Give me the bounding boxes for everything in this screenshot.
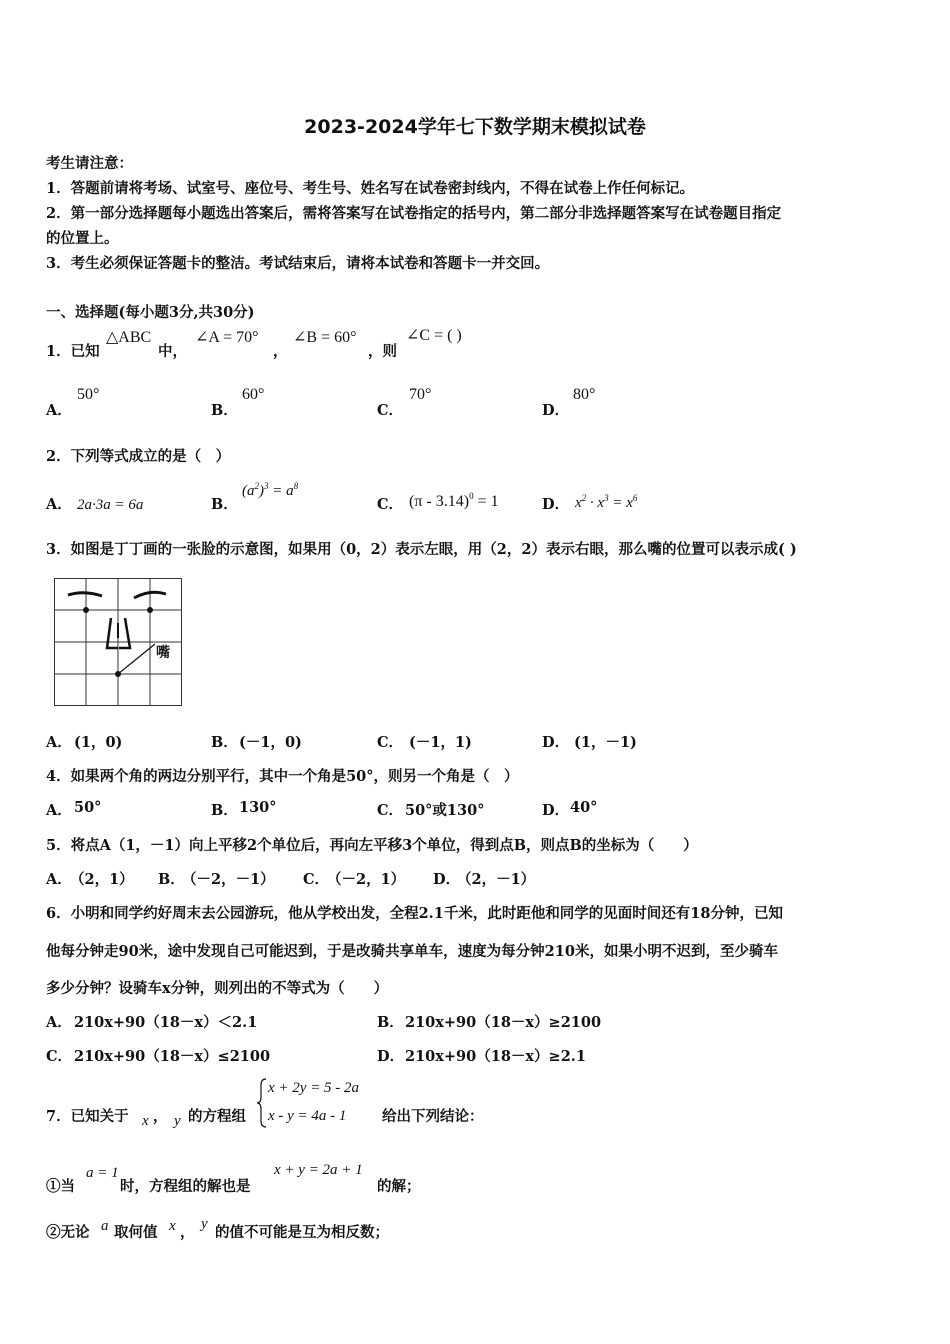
q6-option-c-value: 210x+90（18－x）≤2100	[74, 1048, 271, 1065]
q6-option-a-value: 210x+90（18－x）＜2.1	[74, 1014, 258, 1031]
q4-option-a-label: A．	[46, 802, 72, 819]
q2-option-c-label: C．	[377, 496, 404, 513]
q2-b-base: (a	[242, 483, 255, 499]
q1-angle-a: ∠A = 70°	[195, 329, 259, 346]
q6-option-b-value: 210x+90（18－x）≥2100	[405, 1014, 602, 1031]
q1-option-d-value: 80°	[573, 386, 596, 403]
q2-c-eq: = 1	[473, 493, 499, 510]
notice-item-1: 1．答题前请将考场、试室号、座位号、考生号、姓名写在试卷密封线内，不得在试卷上作任何标记。	[46, 180, 695, 197]
left-eye-dot	[83, 607, 89, 613]
q5-option-c-value: （－2，1）	[327, 871, 406, 888]
q1-option-a-label: A．	[46, 402, 72, 419]
q1-option-c-value: 70°	[409, 386, 432, 403]
q1-option-a-value: 50°	[77, 386, 100, 403]
notice-item-2: 2．第一部分选择题每小题选出答案后，需将答案写在试卷指定的括号内，第二部分非选择题答案写在试卷题目指定	[46, 205, 782, 222]
q5-option-d-value: （2，－1）	[457, 871, 536, 888]
q7-c2-suffix: 的值不可能是互为相反数；	[215, 1224, 389, 1241]
q2-option-b-value	[242, 483, 298, 500]
q7-var-x: x	[142, 1113, 149, 1129]
q2-d-exp1: 2	[581, 493, 587, 503]
q1-prefix: 1．已知	[46, 343, 100, 360]
q3-option-d-value: (1，－1)	[574, 734, 637, 751]
nose-right	[119, 618, 130, 648]
q7-eq1: x + 2y = 5 - 2a	[268, 1080, 360, 1096]
q2-option-d-value	[575, 495, 637, 512]
q3-option-d-label: D．	[542, 734, 570, 751]
page-title: 2023-2024学年七下数学期末模拟试卷	[304, 116, 646, 138]
q1-triangle: △ABC	[106, 329, 152, 346]
q7-mid: 的方程组	[188, 1108, 246, 1125]
q7-sep: ，	[153, 1108, 168, 1125]
mouth-label: 嘴	[156, 645, 170, 661]
q5-option-c-label: C．	[303, 871, 330, 888]
q7-c2-mid: 取何值	[114, 1224, 158, 1241]
q2-stem: 2．下列等式成立的是（ ）	[46, 448, 231, 465]
q4-option-a-value: 50°	[74, 799, 102, 816]
q1-option-b-value: 60°	[242, 386, 265, 403]
q5-option-b-label: B．	[158, 871, 185, 888]
q1-angle-c: ∠C = ( )	[406, 327, 462, 344]
q1-option-d-label: D．	[542, 402, 570, 419]
q2-d-a: x	[575, 495, 582, 511]
q4-option-d-label: D．	[542, 802, 570, 819]
q7-c2-sep: ，	[180, 1224, 195, 1241]
q7-eq2: x - y = 4a - 1	[268, 1108, 347, 1124]
q2-b-eq: = a	[268, 483, 294, 499]
q2-d-b: · x	[586, 495, 605, 511]
q7-c1-mid: 时，方程组的解也是	[120, 1178, 251, 1195]
q7-var-y: y	[174, 1113, 181, 1129]
q1-then: ，则	[368, 343, 397, 360]
q6-option-d-value: 210x+90（18－x）≥2.1	[405, 1048, 586, 1065]
q3-option-a-label: A．	[46, 734, 72, 751]
q5-option-a-label: A．	[46, 871, 72, 888]
q3-option-b-value: (－1，0)	[239, 734, 302, 751]
right-eye-dot	[147, 607, 153, 613]
q6-option-d-label: D．	[377, 1048, 405, 1065]
q1-option-c-label: C．	[377, 402, 404, 419]
q3-option-a-value: (1，0)	[74, 734, 123, 751]
section-heading: 一、选择题(每小题3分,共30分)	[46, 304, 255, 321]
q1-option-b-label: B．	[211, 402, 238, 419]
q2-option-b-label: B．	[211, 496, 238, 513]
q4-option-d-value: 40°	[570, 799, 598, 816]
left-eyebrow	[68, 593, 102, 596]
q4-option-c-value: 50°或130°	[405, 802, 485, 819]
q1-angle-b: ∠B = 60°	[293, 329, 357, 346]
q7-c1-cond: a = 1	[86, 1165, 119, 1181]
q5-option-d-label: D．	[433, 871, 461, 888]
nose-left	[107, 618, 118, 648]
notice-item-3: 3．考生必须保证答题卡的整洁。考试结束后，请将本试卷和答题卡一并交回。	[46, 255, 550, 272]
q7-c2-prefix: ②无论	[46, 1224, 90, 1241]
q6-line-1: 6．小明和同学约好周末去公园游玩，他从学校出发，全程2.1千米，此时距他和同学的见面时间还有18分钟，已知	[46, 905, 783, 922]
q4-option-b-label: B．	[211, 802, 238, 819]
q7-c1-suffix: 的解；	[377, 1178, 421, 1195]
q3-option-c-label: C．	[377, 734, 404, 751]
q2-option-c-value	[409, 493, 499, 511]
q2-b-mid: )	[259, 483, 264, 499]
q2-option-d-label: D．	[542, 496, 570, 513]
q4-option-c-label: C．	[377, 802, 404, 819]
q2-c-base: (π - 3.14)	[409, 493, 470, 510]
q2-b-exp3: 8	[293, 481, 299, 491]
q7-c1-prefix: ①当	[46, 1178, 75, 1195]
q6-option-c-label: C．	[46, 1048, 73, 1065]
q7-brace-path	[257, 1079, 266, 1127]
q4-option-b-value: 130°	[239, 799, 277, 816]
q2-b-exp1: 2	[254, 481, 259, 491]
q7-c2-y: y	[201, 1216, 208, 1232]
q7-brace	[256, 1077, 268, 1129]
q4-stem: 4．如果两个角的两边分别平行，其中一个角是50°，则另一个角是（ ）	[46, 768, 519, 785]
q2-option-a-label: A．	[46, 496, 72, 513]
q6-line-3: 多少分钟？设骑车x分钟，则列出的不等式为（ ）	[46, 980, 389, 997]
q2-c-exp: 0	[469, 491, 474, 501]
q2-b-exp2: 3	[264, 481, 269, 491]
notice-item-2-cont: 的位置上。	[46, 230, 119, 247]
q3-option-b-label: B．	[211, 734, 238, 751]
q1-comma: ，	[273, 343, 288, 360]
q2-d-exp2: 3	[604, 493, 609, 503]
q7-c2-x: x	[169, 1218, 176, 1234]
notice-heading: 考生请注意：	[46, 155, 133, 172]
q5-stem: 5．将点A（1，－1）向上平移2个单位后，再向左平移3个单位，得到点B，则点B的坐标为（ ）	[46, 837, 698, 854]
q7-prefix: 7．已知关于	[46, 1108, 129, 1125]
q6-option-a-label: A．	[46, 1014, 72, 1031]
q6-option-b-label: B．	[377, 1014, 404, 1031]
q7-suffix: 给出下列结论：	[382, 1108, 484, 1125]
q3-stem: 3．如图是丁丁画的一张脸的示意图，如果用（0，2）表示左眼，用（2，2）表示右眼，那么嘴的位置可以表示成( )	[46, 541, 797, 558]
q7-c1-eq: x + y = 2a + 1	[274, 1162, 363, 1178]
q2-d-c: = x	[608, 495, 633, 511]
q7-c2-a: a	[101, 1218, 109, 1234]
q5-option-a-value: （2，1）	[70, 871, 134, 888]
q6-line-2: 他每分钟走90米，途中发现自己可能迟到，于是改骑共享单车，速度为每分钟210米，如果小明不迟到，至少骑车	[46, 943, 778, 960]
q2-option-a-value: 2a·3a = 6a	[77, 497, 144, 513]
q2-d-exp3: 6	[632, 493, 638, 503]
q5-option-b-value: （－2，－1）	[182, 871, 275, 888]
q1-mid: 中，	[158, 343, 187, 360]
q3-option-c-value: (－1，1)	[409, 734, 472, 751]
